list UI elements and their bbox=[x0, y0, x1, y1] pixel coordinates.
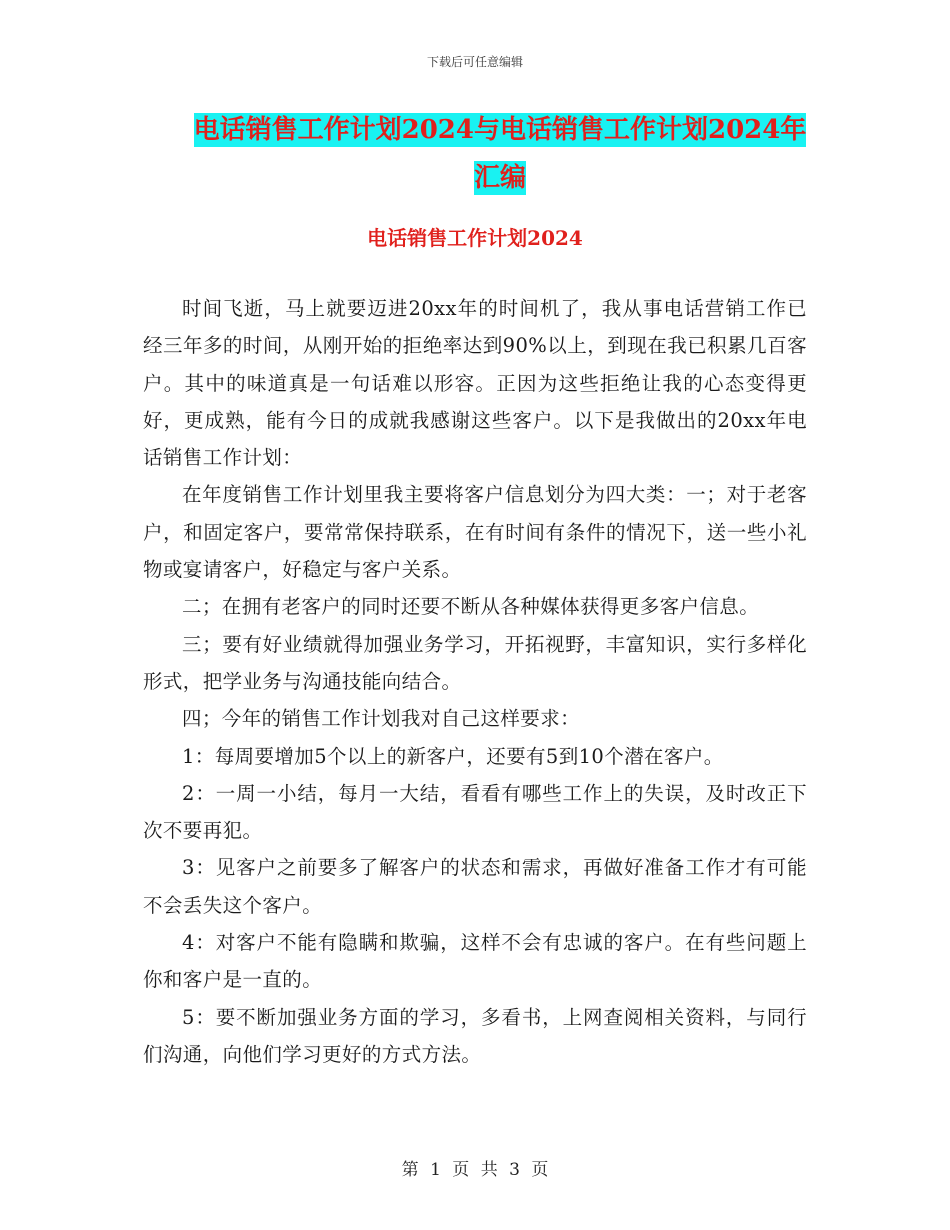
page-header: 下载后可任意编辑 bbox=[426, 55, 523, 69]
document-title bbox=[150, 106, 850, 202]
paragraph-intro: 时间飞逝，马上就要迈进20xx年的时间机了，我从事电话营销工作已经三年多的时间，从刚开始的拒绝率达到90%以上，到现在我已积累几百客户。其中的味道真是一句话难以形容。正因为这些拒绝让我的心态变得更好，更成熟，能有今日的成就我感谢这些客户。以下是我做出的20xx年电话销售工作计划： bbox=[143, 297, 807, 470]
document-body bbox=[143, 290, 807, 1073]
paragraph-plan-three: 三；要有好业绩就得加强业务学习，开拓视野，丰富知识，实行多样化形式，把学业务与沟通技能向结合。 bbox=[143, 632, 807, 693]
paragraph-item-4: 4：对客户不能有隐瞒和欺骗，这样不会有忠诚的客户。在有些问题上你和客户是一直的。 bbox=[143, 931, 807, 992]
paragraph-item-3: 3：见客户之前要多了解客户的状态和需求，再做好准备工作才有可能不会丢失这个客户。 bbox=[143, 856, 807, 917]
section-title: 电话销售工作计划2024 bbox=[367, 226, 583, 250]
paragraph-plan-four: 四；今年的销售工作计划我对自己这样要求： bbox=[182, 707, 581, 731]
document-title-line-2: 汇编 bbox=[473, 163, 526, 193]
paragraph-plan-two: 二；在拥有老客户的同时还要不断从各种媒体获得更多客户信息。 bbox=[182, 595, 760, 619]
paragraph-item-2: 2：一周一小结，每月一大结，看看有哪些工作上的失误，及时改正下次不要再犯。 bbox=[143, 781, 807, 843]
paragraph-plan-one: 在年度销售工作计划里我主要将客户信息划分为四大类：一；对于老客户，和固定客户，要常常保持联系，在有时间有条件的情况下，送一些小礼物或宴请客户，好稳定与客户关系。 bbox=[143, 483, 807, 582]
page-footer: 第 1 页 共 3 页 bbox=[401, 1160, 549, 1180]
document-title-line-1: 电话销售工作计划2024与电话销售工作计划2024年 bbox=[193, 115, 807, 145]
paragraph-item-1: 1：每周要增加5个以上的新客户，还要有5到10个潜在客户。 bbox=[182, 744, 724, 768]
paragraph-item-5: 5：要不断加强业务方面的学习，多看书，上网查阅相关资料，与同行们沟通，向他们学习更好的方式方法。 bbox=[143, 1005, 807, 1066]
